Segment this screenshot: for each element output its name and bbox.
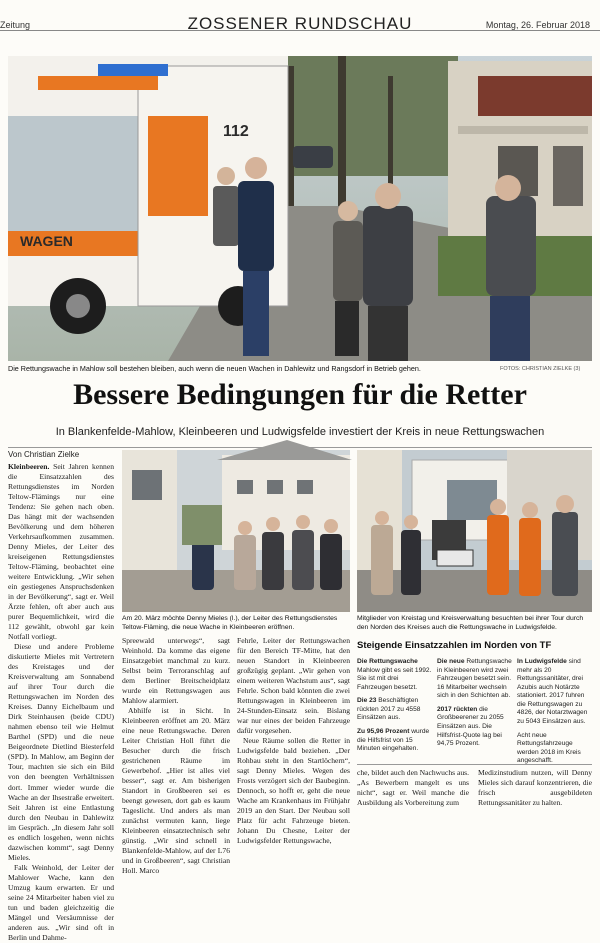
article-headline: Bessere Bedingungen für die Retter [73,378,527,411]
article-column-5 [478,768,592,808]
paragraph: Medizinstudium nutzen, will Denny Mieles sich darauf konzentrieren, die frisch ausgebildeten Rettungssanitäter zu halten. [478,768,592,808]
kleinbeeren-photo [122,450,350,612]
top-photo-caption: Die Rettungswache in Mahlow soll bestehen bleiben, auch wenn die neuen Wachen in Dahlewitz und Rangsdorf in Betrieb gehen. [8,364,421,373]
infobox-title: Steigende Einsatzzahlen im Norden von TF [357,640,552,651]
info-item: Die Rettungswache Mahlow gibt es seit 1992. Sie ist mit drei Fahrzeugen besetzt. [357,658,432,691]
info-item: Die neue Rettungswache in Kleinbeeren wird zwei Fahrzeugen besetzt sein. 16 Mitarbeiter wechseln sich in den Schichten ab. [437,658,512,700]
photo-credit: FOTOS: CHRISTIAN ZIELKE (3) [500,366,581,372]
info-item: 2017 rückten die Großbeerener zu 2055 Einsätzen aus. Die Hilfsfrist-Quote lag bei 94,75 Prozent. [437,705,504,748]
info-item: Acht neue Rettungsfahrzeuge werden 2018 im Kreis angeschafft. [517,731,581,765]
info-item: In Ludwigsfelde sind mehr als 20 Rettungssanitäter, drei Azubis auch Notärzte stationiert. 2017 fuhren die Rettungswagen zu 4826, der Notarztwagen zu 5043 Einsätzen aus. [517,658,588,725]
paragraph: Spreewald unterwegs“, sagt Weinhold. Da komme das eigene Einsatzgebiet manchmal zu kurz. Selbst beim Terroranschlag auf dem Berliner Breitscheidplatz wurde ein Rettungswagen aus Mahlow alarmiert. [122,636,230,706]
masthead [0,0,600,31]
ludwigsfelde-photo-caption: Mitglieder von Kreistag und Kreisverwaltung besuchten bei ihrer Tour durch den Norden des Kreises auch die Rettungswache in Ludwigsfelde. [357,615,584,632]
ludwigsfelde-photo [357,450,592,612]
paragraph: Fehrle, Leiter der Rettungswachen für den Bereich TF-Mitte, hat den neuen Standort in Kleinbeeren großzügig geplant. „Wir gehen von einem weiteren Wachstum aus“, sagt Fehrle. Schon bald könnten die zwei Rettungswagen in Kleinbeeren im 24-Stunden-Einsatz sein. Bislang war nur eines der beiden Fahrzeuge dafür vorgesehen. [237,636,350,736]
article-column-1 [8,462,114,942]
article-subheadline: In Blankenfelde-Mahlow, Kleinbeeren und Ludwigsfelde investiert der Kreis in neue Rettungswachen [55,426,545,438]
issue-date: Montag, 26. Februar 2018 [485,20,590,30]
newspaper-title: ZOSSENER RUNDSCHAU [187,14,413,33]
article-column-2 [122,636,230,876]
vehicle-lettering: WAGEN [20,233,73,249]
paragraph: Kleinbeeren. Seit Jahren kennen die Einsatzzahlen des Rettungsdienstes im Norden Teltow-Flämings nur eine Tendenz: Sie gehen nach oben. Das hängt mit der wachsenden Bevölkerung und dem höheren Verkehrsaufkommen zusammen. Denny Mieles, der Leiter des kreiseigenen Rettungsdienstes Teltow-Fläming, beobachtet eine weitere Entwicklung. „Wir sehen ein gestiegenes Anspruchsdenken in der Bevölkerung“, sagt er. Weil Ärzte fehlen, oft aber auch aus purer Bequemlichkeit, wird die 112 gewählt, obwohl gar kein Notfall vorliegt. [8,462,114,642]
infobox-column-1 [357,658,433,759]
article-column-4 [357,768,469,808]
ludwigsfelde-wache-image [357,450,592,612]
paragraph: Falk Weinhold, der Leiter der Mahlower Wache, kann den Umzug kaum erwarten. Er und seine 24 Mitarbeiter haben viel zu tun und baden gleichzeitig die Mängel und Versäumnisse der anderen aus. „Wir sind oft in Berlin und Dahme- [8,862,114,942]
vehicle-number: 112 [223,123,249,140]
author-byline: Von Christian Zielke [8,450,80,459]
info-item: Zu 95,96 Prozent wurde die Hilfsfrist von 15 Minuten eingehalten. [357,727,430,753]
paragraph: Diese und andere Probleme diskutierte Mieles mit Vertretern des Kreistages und der Kreisverwaltung am Sonnabend auf ihrer Tour durch die Rettungswachen im Norden des Kreises. Danny Eichelbaum und Dirk Steinhausen (beide CDU) nahmen ebenso teil wie Helmut Barthel (SPD) und die neue Beigeordnete Dietlind Biesterfeld (SPD). In Mahlow, am Beginn der Tour, machten sie sich ein Bild von den beengten Verhältnissen dort. Immer wieder wurde die Wache an der Ihsestraße erweitert. Seit Jahren ist eine Entlastung durch den Neubau in Dahlewitz im Gespräch. „In diesem Jahr soll es endlich losgehen, wenn nichts dazwischen kommt“, sagt Denny Mieles. [8,642,114,862]
section-label: Zeitung [0,20,31,30]
kleinbeeren-wache-image [122,450,350,612]
ambulance-scene-image [8,56,592,361]
infobox-column-3 [517,658,593,771]
paragraph: che, bildet auch den Nachwuchs aus. „As Bewerbern mangelt es uns nicht“, sagt er. Weil manche die Ausbildung als Vorbereitung zum [357,768,469,808]
article-column-3 [237,636,350,846]
infobox-column-2 [437,658,513,754]
paragraph: Abhilfe ist in Sicht. In Kleinbeeren eröffnet am 20. März eine neue Rettungswache. Deren Leiter Christian Holl führt die Besucher durch die frisch gestrichenen Räume im Gewerbehof. „Hier ist alles viel besser“, sagt er. Am bisherigen Standort in Großbeeren sei es beengt gewesen, dort gab es kaum Tageslicht. Und anders als man zunächst vermuten kann, liege Kleinbeeren einsatztechnisch sehr günstig. „Wir sind schnell in Blankenfelde-Mahlow, auf der L76 und in Großbeeren“, sagt Christian Holl. Marco [122,706,230,876]
top-photo [8,56,592,361]
paragraph: Neue Räume sollen die Retter in Ludwigsfelde bald beziehen. „Der Rohbau steht in den Startlöchern“, sagt Denny Mieles. Wegen des Frosts verzögert sich der Baubeginn. Dennoch, so hofft er, geht die neue Wache am Krankenhaus im Frühjahr 2019 an den Start. Der Neubau soll Platz für acht Fahrzeuge bieten. Johann Du Chesne, Leiter der Ludwigsfelder Rettungswache, [237,736,350,846]
kleinbeeren-photo-caption: Am 20. März möchte Denny Mieles (l.), der Leiter des Rettungsdienstes Teltow-Fläming, die neue Wache in Kleinbeeren eröffnen. [122,615,338,632]
divider [357,764,592,765]
info-item: Die 23 Beschäftigten rückten 2017 zu 4558 Einsätzen aus. [357,697,421,722]
